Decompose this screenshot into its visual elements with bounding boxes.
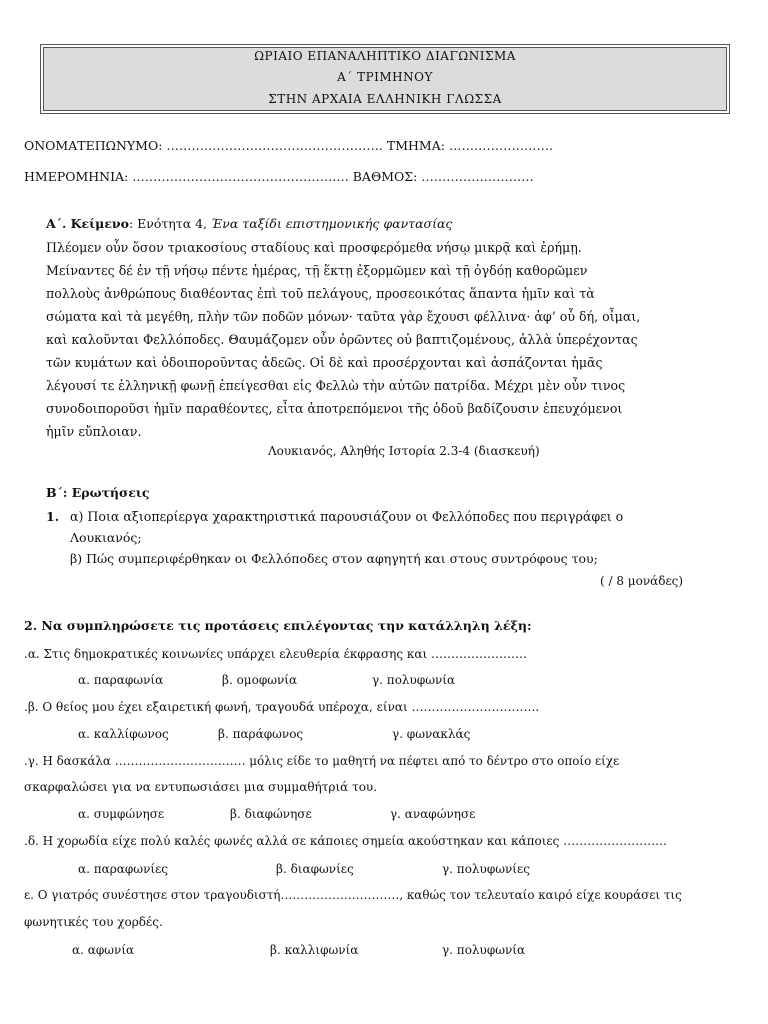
exercise-2c-sentence-line-1: .γ. Η δασκάλα …………………………… μόλις είδε το μαθητή να πέφτει από το δέντρο στο οποίο είχε	[24, 754, 620, 768]
exercise-2e-option-b[interactable]: β. καλλιφωνία	[270, 943, 359, 957]
name-label: ΟΝΟΜΑΤΕΠΩΝΥΜΟ:	[24, 138, 163, 153]
question-1b: β) Πώς συμπεριφέρθηκαν οι Φελλόποδες στον αφηγητή και στους συντρόφους του;	[70, 551, 598, 566]
exercise-2a-option-a[interactable]: α. παραφωνία	[78, 673, 164, 687]
ancient-text-line-7: λέγουσί τε ἑλληνικῇ φωνῇ ἐπείγεσθαι εἰς Φελλὼ τὴν αὐτῶν πατρίδα. Μέχρι μὲν οὖν τινος	[46, 378, 626, 393]
section-label: ΤΜΗΜΑ:	[386, 138, 445, 153]
exam-title-line-3: ΣΤΗΝ ΑΡΧΑΙΑ ΕΛΛΗΝΙΚΗ ΓΛΩΣΣΑ	[268, 92, 502, 106]
grade-blank[interactable]: ………………………	[421, 169, 534, 184]
grade-label: ΒΑΘΜΟΣ:	[352, 169, 418, 184]
exercise-2a-sentence: .α. Στις δημοκρατικές κοινωνίες υπάρχει ελευθερία έκφρασης και ……………………	[24, 647, 527, 661]
exercise-2e-sentence-line-1: ε. Ο γιατρός συνέστησε στον τραγουδιστή…………………………, καθώς τον τελευταίο καιρό είχε κουράσει τις	[24, 888, 682, 902]
exercise-2e-option-c[interactable]: γ. πολυφωνία	[442, 943, 526, 957]
exercise-2c-sentence-line-2: σκαρφαλώσει για να εντυπωσιάσει μια συμμαθήτριά του.	[24, 780, 378, 794]
ancient-text-line-2: Μείναντες δέ ἐν τῇ νήσῳ πέντε ἡμέρας, τῇ ἕκτῃ ἐξορμῶμεν καὶ τῇ ὀγδόῃ καθορῶμεν	[46, 263, 588, 278]
question-1a-line-2: Λουκιανός;	[70, 530, 142, 545]
exercise-2e-option-a[interactable]: α. αφωνία	[72, 943, 135, 957]
exercise-2-heading: 2. Να συμπληρώσετε τις προτάσεις επιλέγοντας την κατάλληλη λέξη:	[24, 618, 532, 633]
name-blank[interactable]: …………………………………………….	[166, 138, 383, 153]
text-section-heading: Α΄. Κείμενο	[46, 216, 129, 231]
exercise-2d-sentence: .δ. Η χορωδία είχε πολύ καλές φωνές αλλά σε κάποιες σημεία ακούστηκαν και κάποιες ……………………..	[24, 834, 667, 848]
exercise-2d-option-a[interactable]: α. παραφωνίες	[78, 862, 169, 876]
question-1-number: 1.	[46, 509, 60, 524]
ancient-text-line-4: σώματα καὶ τὰ μεγέθη, πλὴν τῶν ποδῶν μόνων· ταῦτα γὰρ ἔχουσι φέλλινα· ἀφ’ οὗ δή, οἶμαι,	[46, 309, 641, 324]
question-1a-line-1: α) Ποια αξιοπερίεργα χαρακτηριστικά παρουσιάζουν οι Φελλόποδες που περιγράφει ο	[70, 509, 624, 524]
question-1-points: ( / 8 μονάδες)	[600, 574, 684, 588]
name-field-row	[24, 138, 553, 153]
exercise-2b-option-a[interactable]: α. καλλίφωνος	[78, 727, 169, 741]
date-blank[interactable]: …………………………………………….	[132, 169, 349, 184]
exercise-2b-option-c[interactable]: γ. φωνακλάς	[392, 727, 471, 741]
exam-title-box	[40, 44, 730, 114]
exercise-2a-option-b[interactable]: β. ομοφωνία	[222, 673, 298, 687]
text-unit-title: Ένα ταξίδι επιστημονικής φαντασίας	[211, 216, 453, 231]
exercise-2c-option-c[interactable]: γ. αναφώνησε	[390, 807, 476, 821]
exercise-2b-sentence: .β. Ο θείος μου έχει εξαιρετική φωνή, τραγουδά υπέροχα, είναι …………………………..	[24, 700, 540, 714]
ancient-text-line-1: Πλέομεν οὖν ὅσον τριακοσίους σταδίους καὶ προσφερόμεθα νήσῳ μικρᾷ καὶ ἐρήμῃ.	[46, 240, 582, 255]
date-field-row	[24, 169, 534, 184]
questions-heading: Β΄: Ερωτήσεις	[46, 485, 150, 500]
exercise-2d-option-c[interactable]: γ. πολυφωνίες	[442, 862, 530, 876]
text-section-heading-row	[46, 216, 452, 231]
ancient-text-line-9: ἡμῖν εὔπλοιαν.	[46, 424, 142, 439]
exercise-2d-option-b[interactable]: β. διαφωνίες	[276, 862, 354, 876]
exercise-2c-option-a[interactable]: α. συμφώνησε	[78, 807, 165, 821]
ancient-text-line-6: τῶν κυμάτων καὶ ὁδοιποροῦντας ἀδεῶς. Οἱ δὲ καὶ προσέρχονται καὶ ἀσπάζονται ἡμᾶς	[46, 355, 603, 370]
text-source: Λουκιανός, Αληθής Ιστορία 2.3-4 (διασκευή)	[268, 444, 540, 458]
ancient-text-line-5: καὶ καλοῦνται Φελλόποδες. Θαυμάζομεν οὖν ὁρῶντες οὐ βαπτιζομένους, ἀλλὰ ὑπερέχοντας	[46, 332, 638, 347]
exercise-2b-option-b[interactable]: β. παράφωνος	[218, 727, 304, 741]
exercise-2e-sentence-line-2: φωνητικές του χορδές.	[24, 915, 163, 929]
exercise-2c-option-b[interactable]: β. διαφώνησε	[230, 807, 312, 821]
ancient-text-line-8: συνοδοιποροῦσι ἡμῖν παραθέοντες, εἶτα ἀποτρεπόμενοι τῆς ὁδοῦ βαδίζουσιν ἐπευχόμενοι	[46, 401, 623, 416]
exam-title-line-1: ΩΡΙΑΙΟ ΕΠΑΝΑΛΗΠΤΙΚΟ ΔΙΑΓΩΝΙΣΜΑ	[254, 49, 516, 63]
exam-title-line-2: Α΄ ΤΡΙΜΗΝΟΥ	[337, 70, 433, 84]
ancient-text-line-3: πολλοὺς ἀνθρώπους διαθέοντας ἐπὶ τοῦ πελάγους, προσεοικότας ἅπαντα ἡμῖν καὶ τὰ	[46, 286, 595, 301]
date-label: ΗΜΕΡΟΜΗΝΙΑ:	[24, 169, 129, 184]
section-blank[interactable]: …………………….	[448, 138, 553, 153]
exercise-2a-option-c[interactable]: γ. πολυφωνία	[372, 673, 456, 687]
text-unit: : Ενότητα 4,	[128, 216, 212, 231]
